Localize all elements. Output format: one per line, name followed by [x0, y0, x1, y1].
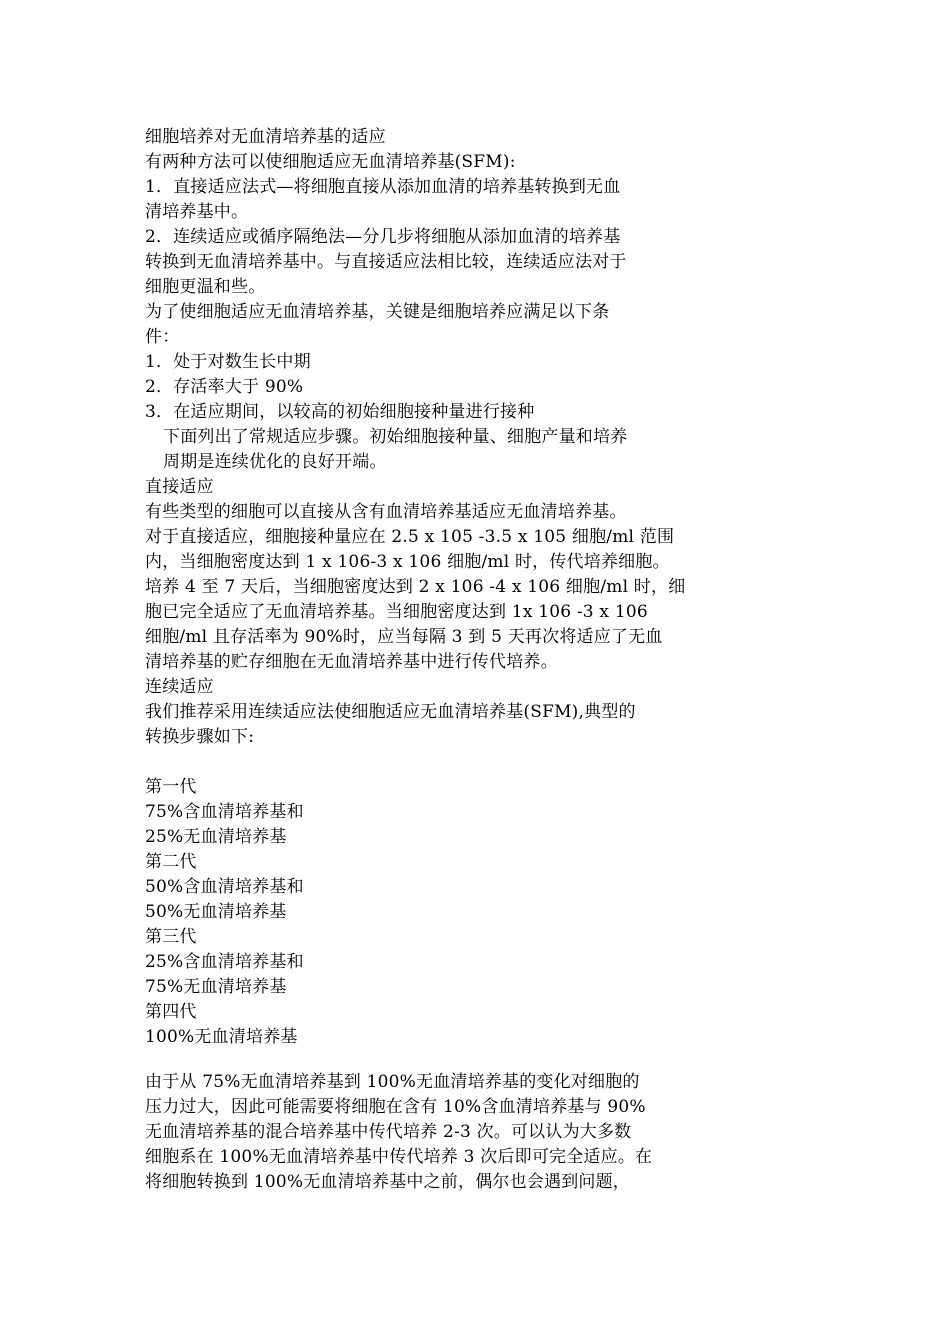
text-line: 转换到无血清培养基中。与直接适应法相比较，连续适应法对于: [145, 252, 627, 272]
text-line: 50%无血清培养基: [145, 902, 287, 922]
text-line: 75%含血清培养基和: [145, 802, 304, 822]
text-line: 胞已完全适应了无血清培养基。当细胞密度达到 1x 106 -3 x 106: [145, 602, 648, 622]
generation-label: 第三代: [145, 927, 197, 947]
list-item: 1．处于对数生长中期: [145, 352, 311, 372]
text-line: 25%无血清培养基: [145, 827, 287, 847]
text-line: 细胞系在 100%无血清培养基中传代培养 3 次后即可完全适应。在: [145, 1147, 653, 1167]
text-line: 培养 4 至 7 天后，当细胞密度达到 2 x 106 -4 x 106 细胞/ml 时，细: [145, 577, 686, 597]
text-line: 50%含血清培养基和: [145, 877, 304, 897]
text-line: 2．连续适应或循序隔绝法—分几步将细胞从添加血清的培养基: [145, 227, 621, 247]
text-line: 对于直接适应，细胞接种量应在 2.5 x 105 -3.5 x 105 细胞/ml 范围: [145, 527, 675, 547]
text-line: 转换步骤如下:: [145, 727, 255, 747]
text-line: 将细胞转换到 100%无血清培养基中之前，偶尔也会遇到问题，: [145, 1172, 631, 1192]
text-line: 压力过大，因此可能需要将细胞在含有 10%含血清培养基与 90%: [145, 1097, 646, 1117]
text-line: 无血清培养基的混合培养基中传代培养 2-3 次。可以认为大多数: [145, 1122, 632, 1142]
text-line: 由于从 75%无血清培养基到 100%无血清培养基的变化对细胞的: [145, 1072, 640, 1092]
text-line: 周期是连续优化的良好开端。: [163, 452, 387, 472]
text-line: 为了使细胞适应无血清培养基，关键是细胞培养应满足以下条: [145, 302, 610, 322]
section-heading: 连续适应: [145, 677, 214, 697]
list-item: 2．存活率大于 90%: [145, 377, 304, 397]
text-line: 清培养基中。: [145, 202, 249, 222]
document-title: 细胞培养对无血清培养基的适应: [145, 127, 386, 147]
text-line: 细胞/ml 且存活率为 90%时，应当每隔 3 到 5 天再次将适应了无血: [145, 627, 663, 647]
generation-label: 第四代: [145, 1002, 197, 1022]
list-item: 3．在适应期间，以较高的初始细胞接种量进行接种: [145, 402, 535, 422]
text-line: 75%无血清培养基: [145, 977, 287, 997]
generation-label: 第一代: [145, 777, 197, 797]
text-line: 清培养基的贮存细胞在无血清培养基中进行传代培养。: [145, 652, 558, 672]
text-line: 我们推荐采用连续适应法使细胞适应无血清培养基(SFM),典型的: [145, 702, 636, 722]
text-line: 100%无血清培养基: [145, 1027, 298, 1047]
text-line: 件：: [145, 327, 180, 347]
text-line: 下面列出了常规适应步骤。初始细胞接种量、细胞产量和培养: [163, 427, 628, 447]
generation-label: 第二代: [145, 852, 197, 872]
section-heading: 直接适应: [145, 477, 214, 497]
text-line: 25%含血清培养基和: [145, 952, 304, 972]
text-line: 1．直接适应法式—将细胞直接从添加血清的培养基转换到无血: [145, 177, 621, 197]
text-line: 细胞更温和些。: [145, 277, 266, 297]
text-line: 内，当细胞密度达到 1 x 106-3 x 106 细胞/ml 时，传代培养细胞。: [145, 552, 670, 572]
text-line: 有两种方法可以使细胞适应无血清培养基(SFM):: [145, 152, 516, 172]
text-line: 有些类型的细胞可以直接从含有血清培养基适应无血清培养基。: [145, 502, 627, 522]
